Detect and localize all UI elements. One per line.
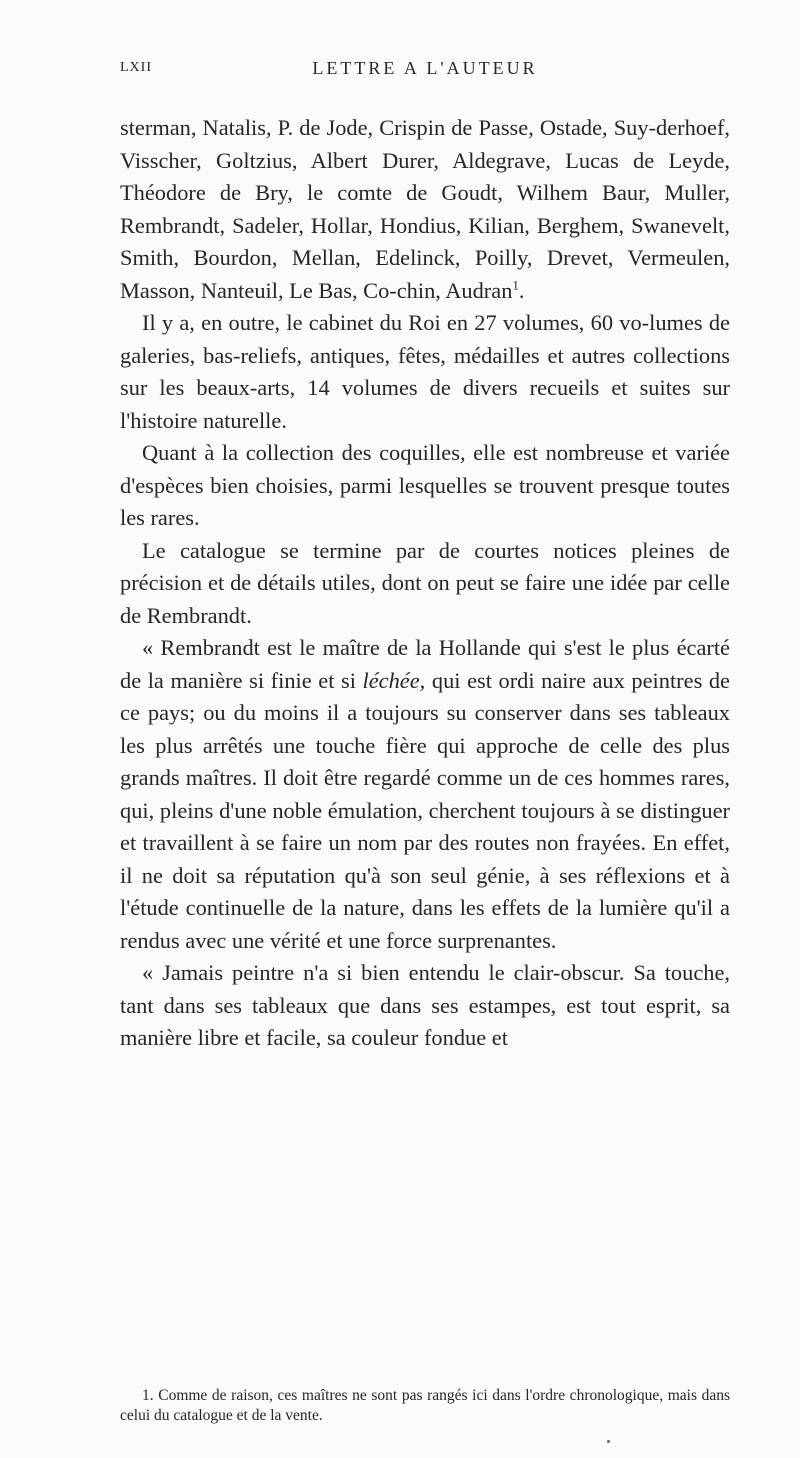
footnote-reference: 1 xyxy=(512,277,519,293)
quote-text-after: qui est ordi naire aux peintres de ce pays; ou du moins il a toujours su conserver dans ses tableaux les plus arrêtés une touche fière qui approche de celle des plus grands maîtres. Il doit être regardé comme un de ces hommes rares, qui, pleins d'une noble émulation, cherchent toujours à se distinguer et travaillent à se faire un nom par des routes non frayées. En effet, il ne doit sa réputation qu'à son seul génie, à ses réflexions et à l'étude continuelle de la nature, dans les effets de la lumière qu'il a rendus avec une vérité et une force surprenantes. xyxy=(120,667,730,953)
quote-text-before: « Rembrandt est le maître de la Hollande qui s'est le plus écarté de la manière si finie et si xyxy=(120,635,730,693)
list-final-period: . xyxy=(518,277,525,303)
running-title: LETTRE A L'AUTEUR xyxy=(312,58,538,78)
page-number: LXII xyxy=(120,60,152,75)
paragraph-clair-obscur: « Jamais peintre n'a si bien entendu le clair-obscur. Sa touche, tant dans ses tableaux que dans ses estampes, est tout esprit, sa manière libre et facile, sa couleur fondue et xyxy=(120,960,730,1050)
main-text xyxy=(120,112,730,1055)
paragraph-engravers-list xyxy=(120,112,730,307)
paper-speck xyxy=(607,1440,610,1443)
paragraph-rembrandt-quote xyxy=(120,632,730,957)
paragraph-cabinet-du-roi: Il y a, en outre, le cabinet du Roi en 27 volumes, 60 vo-lumes de galeries, bas-reliefs, antiques, fêtes, médailles et autres collections sur les beaux-arts, 14 volumes de divers recueils et suites sur l'histoire naturelle. xyxy=(120,310,730,433)
engravers-list-text: sterman, Natalis, P. de Jode, Crispin de Passe, Ostade, Suy-derhoef, Visscher, Goltzius, Albert Durer, Aldegrave, Lucas de Leyde, Théodore de Bry, le comte de Goudt, Wilhem Baur, Muller, Rembrandt, Sadeler, Hollar, Hondius, Kilian, Berghem, Swanevelt, Smith, Bourdon, Mellan, Edelinck, Poilly, Drevet, Vermeulen, Masson, Nanteuil, Le Bas, Co-chin, Audran xyxy=(120,115,730,303)
paragraph-coquilles: Quant à la collection des coquilles, elle est nombreuse et variée d'espèces bien choisies, parmi lesquelles se trouvent presque toutes les rares. xyxy=(120,440,730,530)
paragraph-catalogue: Le catalogue se termine par de courtes notices pleines de précision et de détails utiles, dont on peut se faire une idée par celle de Rembrandt. xyxy=(120,537,730,628)
running-head xyxy=(120,58,730,88)
footnote: 1. Comme de raison, ces maîtres ne sont pas rangés ici dans l'ordre chronologique, mais dans celui du catalogue et de la vente. xyxy=(120,1387,730,1424)
quote-emphasis: léchée, xyxy=(362,667,426,693)
